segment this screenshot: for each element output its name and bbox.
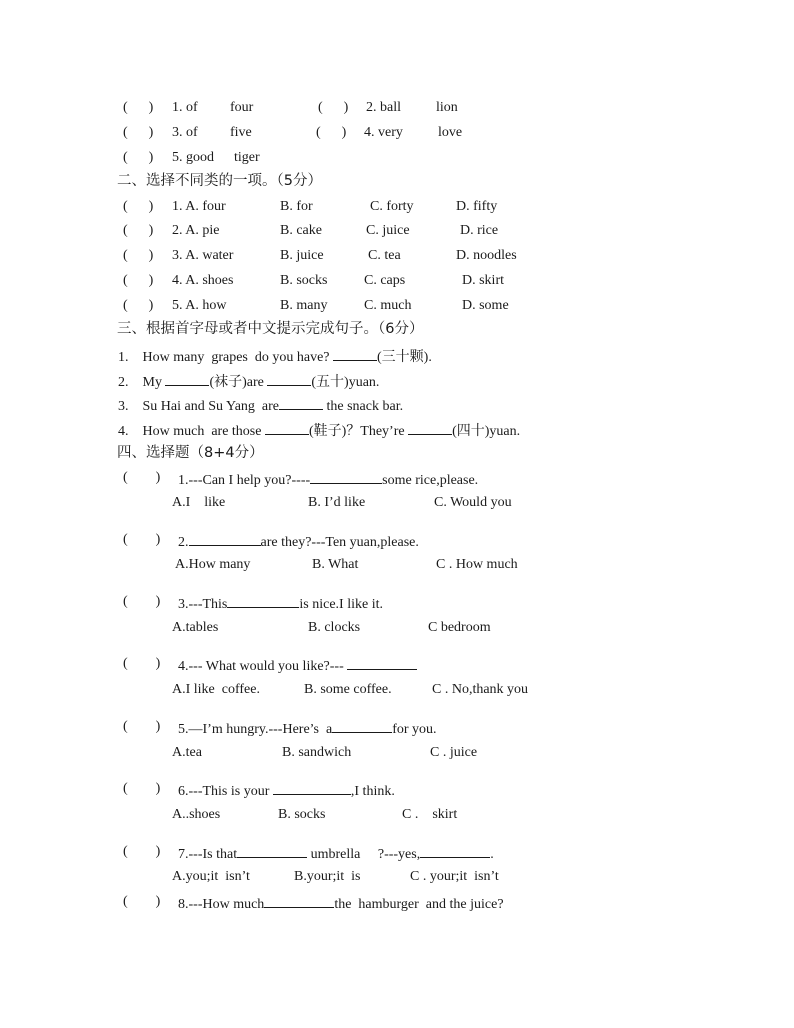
question-text xyxy=(178,593,383,614)
option-c: C . juice xyxy=(430,745,478,760)
answer-blank[interactable] xyxy=(310,469,382,484)
sentence-text: How much are those xyxy=(142,424,262,439)
option-a: A.I like coffee. xyxy=(172,682,260,697)
option-b: B. socks xyxy=(278,807,326,822)
answer-blank[interactable] xyxy=(408,420,452,435)
answer-paren[interactable]: ( ) xyxy=(123,719,161,734)
answer-blank[interactable] xyxy=(237,843,307,858)
option-b: B. many xyxy=(280,298,328,313)
answer-paren[interactable]: ( ) xyxy=(123,894,161,909)
option-d: D. fifty xyxy=(456,199,498,214)
item-word: love xyxy=(438,125,463,140)
item-word: four xyxy=(230,100,254,115)
answer-paren[interactable]: ( ) xyxy=(316,125,347,140)
option-b: B. some coffee. xyxy=(304,682,392,697)
option-c: C. Would you xyxy=(434,495,512,510)
question-text xyxy=(178,780,395,801)
sentence-text: (三十颗). xyxy=(377,350,432,365)
question-stem: are they?---Ten yuan,please. xyxy=(260,535,419,550)
sentence-text: How many grapes do you have? xyxy=(142,350,330,365)
option-a: A.tea xyxy=(172,745,202,760)
fill-sentence-2 xyxy=(118,371,379,392)
answer-blank[interactable] xyxy=(165,371,209,386)
question-stem: . xyxy=(490,847,494,862)
sentence-text: My xyxy=(142,375,162,390)
question-stem: some rice,please. xyxy=(382,473,479,488)
sentence-text: (袜子)are xyxy=(209,375,264,390)
item-number: 2. ball xyxy=(366,100,401,115)
option-c: C. caps xyxy=(364,273,406,288)
option-d: D. skirt xyxy=(462,273,504,288)
fill-sentence-3 xyxy=(118,395,403,416)
section-2-title: 二、选择不同类的一项。（5分） xyxy=(117,173,322,189)
answer-paren[interactable]: ( ) xyxy=(123,273,154,288)
question-text xyxy=(178,718,437,739)
sentence-text: Su Hai and Su Yang are xyxy=(142,399,279,414)
answer-blank[interactable] xyxy=(273,780,351,795)
question-stem: the hamburger and the juice? xyxy=(334,897,504,912)
answer-paren[interactable]: ( ) xyxy=(318,100,349,115)
item-number: 5. good xyxy=(172,150,214,165)
option-a: 2. A. pie xyxy=(172,223,220,238)
fill-sentence-4 xyxy=(118,420,520,441)
answer-paren[interactable]: ( ) xyxy=(123,781,161,796)
sentence-text: (四十)yuan. xyxy=(452,424,521,439)
answer-paren[interactable]: ( ) xyxy=(123,656,161,671)
option-a: A..shoes xyxy=(172,807,221,822)
option-b: B. sandwich xyxy=(282,745,352,760)
option-c: C bedroom xyxy=(428,620,491,635)
option-a: A.tables xyxy=(172,620,219,635)
answer-blank[interactable] xyxy=(189,531,261,546)
question-stem: 7.---Is that xyxy=(178,847,238,862)
sentence-text: (五十)yuan. xyxy=(311,375,380,390)
question-stem: for you. xyxy=(392,722,437,737)
option-a: 3. A. water xyxy=(172,248,234,263)
sentence-text: (鞋子)？They’re xyxy=(308,424,405,439)
option-c: C. juice xyxy=(366,223,410,238)
answer-paren[interactable]: ( ) xyxy=(123,298,154,313)
option-b: B. socks xyxy=(280,273,328,288)
item-word: five xyxy=(230,125,252,140)
item-word: tiger xyxy=(234,150,260,165)
answer-blank[interactable] xyxy=(420,843,490,858)
option-d: D. rice xyxy=(460,223,499,238)
option-c: C . No,thank you xyxy=(432,682,529,697)
question-stem: 1.---Can I help you?---- xyxy=(178,473,311,488)
fill-sentence-1 xyxy=(118,346,432,367)
answer-blank[interactable] xyxy=(279,395,323,410)
answer-paren[interactable]: ( ) xyxy=(123,844,161,859)
answer-blank[interactable] xyxy=(332,718,392,733)
option-a: 5. A. how xyxy=(172,298,227,313)
question-stem: is nice.I like it. xyxy=(299,597,383,612)
item-number: 1. of xyxy=(172,100,198,115)
question-stem: umbrella ?---yes, xyxy=(307,847,421,862)
answer-paren[interactable]: ( ) xyxy=(123,470,161,485)
answer-blank[interactable] xyxy=(264,893,334,908)
option-b: B. I’d like xyxy=(308,495,366,510)
question-stem: 2. xyxy=(178,535,189,550)
item-number: 1. xyxy=(118,350,129,365)
answer-paren[interactable]: ( ) xyxy=(123,248,154,263)
question-stem: 8.---How much xyxy=(178,897,265,912)
option-b: B. What xyxy=(312,557,359,572)
option-a: A.How many xyxy=(175,557,251,572)
answer-blank[interactable] xyxy=(265,420,309,435)
option-b: B. juice xyxy=(280,248,324,263)
option-d: D. noodles xyxy=(456,248,517,263)
answer-blank[interactable] xyxy=(333,346,377,361)
question-stem: 3.---This xyxy=(178,597,228,612)
answer-paren[interactable]: ( ) xyxy=(123,125,154,140)
answer-blank[interactable] xyxy=(267,371,311,386)
question-stem: 4.--- What would you like?--- xyxy=(178,659,344,674)
option-a: 4. A. shoes xyxy=(172,273,234,288)
item-number: 2. xyxy=(118,375,129,390)
answer-paren[interactable]: ( ) xyxy=(123,594,161,609)
answer-paren[interactable]: ( ) xyxy=(123,100,154,115)
question-stem: 6.---This is your xyxy=(178,784,270,799)
answer-paren[interactable]: ( ) xyxy=(123,150,154,165)
option-a: A.you;it isn’t xyxy=(172,869,250,884)
answer-paren[interactable]: ( ) xyxy=(123,223,154,238)
option-a: A.I like xyxy=(172,495,226,510)
option-d: D. some xyxy=(462,298,509,313)
question-stem: ,I think. xyxy=(350,784,395,799)
answer-paren[interactable]: ( ) xyxy=(123,532,161,547)
section-3-title: 三、根据首字母或者中文提示完成句子。（6分） xyxy=(117,321,424,337)
question-text xyxy=(178,531,419,552)
item-number: 3. of xyxy=(172,125,198,140)
item-number: 4. very xyxy=(364,125,403,140)
question-stem: 5.—I’m hungry.---Here’s a xyxy=(178,722,333,737)
option-b: B. clocks xyxy=(308,620,361,635)
sentence-text: the snack bar. xyxy=(323,399,404,414)
item-number: 3. xyxy=(118,399,129,414)
item-number: 4. xyxy=(118,424,129,439)
option-b: B. cake xyxy=(280,223,322,238)
option-c: C . skirt xyxy=(402,807,458,822)
option-c: C. much xyxy=(364,298,412,313)
option-c: C. tea xyxy=(368,248,401,263)
question-text xyxy=(178,655,417,676)
option-c: C . your;it isn’t xyxy=(410,869,499,884)
answer-blank[interactable] xyxy=(347,655,417,670)
answer-blank[interactable] xyxy=(227,593,299,608)
question-text xyxy=(178,843,494,864)
option-b: B.your;it is xyxy=(294,869,361,884)
option-a: 1. A. four xyxy=(172,199,226,214)
option-c: C . How much xyxy=(436,557,518,572)
section-4-title: 四、选择题（8+4分） xyxy=(117,445,264,461)
answer-paren[interactable]: ( ) xyxy=(123,199,154,214)
option-c: C. forty xyxy=(370,199,414,214)
question-text xyxy=(178,893,504,914)
item-word: lion xyxy=(436,100,458,115)
option-b: B. for xyxy=(280,199,313,214)
question-text xyxy=(178,469,478,490)
